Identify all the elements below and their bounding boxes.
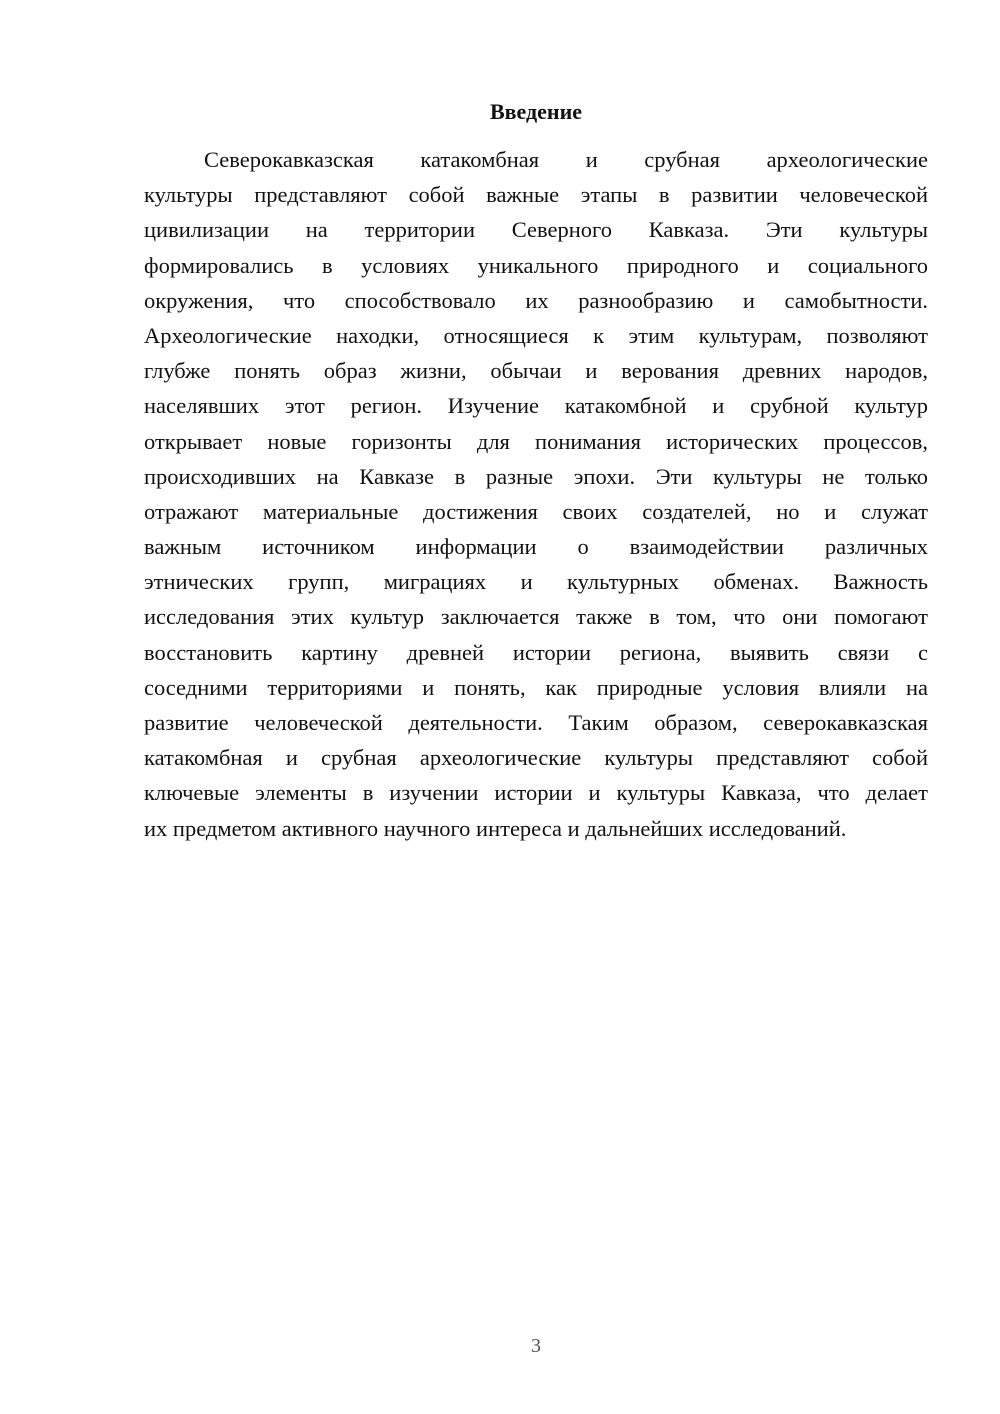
paragraph-line: культуры представляют собой важные этапы в развитии человеческой	[144, 182, 928, 208]
paragraph-line: развитие человеческой деятельности. Таким образом, северокавказская	[144, 710, 928, 735]
paragraph-line: катакомбная и срубная археологические культуры представляют собой	[144, 745, 928, 771]
paragraph-line: исследования этих культур заключается также в том, что они помогают	[144, 604, 928, 630]
paragraph-line: цивилизации на территории Северного Кавказа. Эти культуры	[144, 217, 928, 243]
page-number: 3	[531, 1335, 541, 1357]
paragraph-line: Северокавказская катакомбная и срубная археологические	[204, 147, 928, 172]
paragraph-line: этнических групп, миграциях и культурных обменах. Важность	[144, 569, 928, 595]
paragraph-line: открывает новые горизонты для понимания исторических процессов,	[144, 428, 928, 454]
paragraph-line: отражают материальные достижения своих создателей, но и служат	[144, 498, 928, 524]
paragraph-line: важным источником информации о взаимодействии различных	[144, 534, 928, 560]
paragraph-line: ключевые элементы в изучении истории и культуры Кавказа, что делает	[144, 780, 928, 806]
paragraph-line: Археологические находки, относящиеся к этим культурам, позволяют	[144, 322, 928, 348]
paragraph-line: соседними территориями и понять, как природные условия влияли на	[144, 674, 928, 700]
paragraph-line: происходивших на Кавказе в разные эпохи. Эти культуры не только	[144, 463, 928, 489]
body-paragraph	[144, 142, 928, 846]
paragraph-line: глубже понять образ жизни, обычаи и верования древних народов,	[144, 358, 928, 384]
paragraph-line: населявших этот регион. Изучение катакомбной и срубной культур	[144, 393, 928, 419]
paragraph-line: формировались в условиях уникального природного и социального	[144, 252, 928, 278]
paragraph-line: окружения, что способствовало их разнообразию и самобытности.	[144, 287, 928, 313]
paragraph-line: восстановить картину древней истории региона, выявить связи с	[144, 639, 928, 665]
paragraph-line: их предметом активного научного интереса и дальнейших исследований.	[144, 815, 847, 841]
section-heading: Введение	[489, 99, 583, 124]
